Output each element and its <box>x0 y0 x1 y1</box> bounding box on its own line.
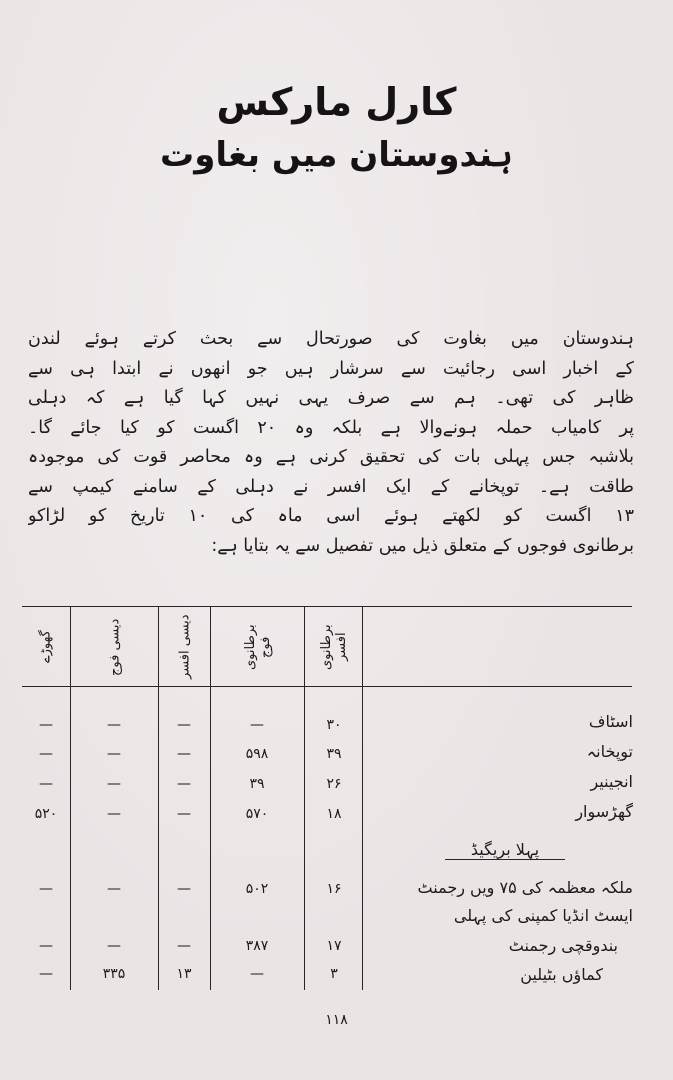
row-label: کماؤں بٹیلین <box>520 965 603 984</box>
table-cell: ۳۰ <box>326 717 342 733</box>
brigade-heading: پہلا بریگیڈ <box>445 840 565 860</box>
table-cell: ۵۹۸ <box>245 746 269 762</box>
table-cell: — <box>39 966 53 982</box>
column-header: دیسی افسر <box>177 614 193 680</box>
table-cell: — <box>107 717 121 733</box>
table-cell: — <box>39 717 53 733</box>
column-header: برطانوی فوج <box>243 624 273 670</box>
paragraph-line: پر کامیاب حملہ ہونےوالا ہے بلکہ وہ ۲۰ اگست کو کیا جائے گا۔ <box>28 417 634 438</box>
paragraph-line: برطانوی فوجوں کے متعلق ذیل میں تفصیل سے یہ بتایا ہے: <box>211 535 634 556</box>
table-cell: — <box>177 806 191 822</box>
table-cell: — <box>107 881 121 897</box>
table-cell: ۱۷ <box>326 938 342 954</box>
table-cell: — <box>107 938 121 954</box>
paragraph-line: کے اخبار اسی رجائیت سے سرشار ہیں جو انھوں نے ابتدا ہی سے <box>28 358 634 379</box>
row-label: ایسٹ انڈیا کمپنی کی پہلی <box>453 906 633 925</box>
table-cell: — <box>177 938 191 954</box>
row-label: اسٹاف <box>588 712 633 731</box>
column-divider <box>210 606 211 990</box>
column-header: برطانوی افسر <box>319 624 349 670</box>
table-cell: — <box>250 966 264 982</box>
page-number: ۱۱۸ <box>325 1012 348 1028</box>
column-divider <box>70 606 71 990</box>
table-cell: — <box>177 746 191 762</box>
page-title: کارل مارکس <box>216 80 457 124</box>
table-cell: — <box>39 746 53 762</box>
table-cell: ۲۶ <box>326 776 342 792</box>
row-label: بندوقچی رجمنٹ <box>508 936 618 955</box>
table-cell: — <box>177 881 191 897</box>
table-cell: ۵۷۰ <box>245 806 269 822</box>
table-cell: — <box>177 717 191 733</box>
row-label: ملکہ معظمہ کی ۷۵ ویں رجمنٹ <box>417 878 633 897</box>
table-cell: ۳۸۷ <box>245 938 269 954</box>
table-cell: ۵۲۰ <box>34 806 58 822</box>
table-cell: — <box>177 776 191 792</box>
table-cell: ۵۰۲ <box>245 881 269 897</box>
page-subtitle: ہندوستان میں بغاوت <box>160 135 513 175</box>
table-cell: ۳۹ <box>249 776 265 792</box>
column-divider <box>362 606 363 990</box>
table-cell: ۳۳۵ <box>102 966 126 982</box>
table-cell: ۳۹ <box>326 746 342 762</box>
table-cell: ۱۳ <box>176 966 192 982</box>
paragraph-line: طاقت ہے۔ توپخانے کے ایک افسر نے دہلی کے سامنے کیمپ سے <box>28 476 634 497</box>
table-cell: ۱۶ <box>326 881 342 897</box>
table-cell: — <box>39 938 53 954</box>
row-label: توپخانہ <box>586 742 633 761</box>
table-cell: — <box>107 806 121 822</box>
body-paragraph <box>28 325 634 561</box>
paragraph-line: ہندوستان میں بغاوت کی صورتحال سے بحث کرتے ہوئے لندن <box>28 329 634 349</box>
column-divider <box>158 606 159 990</box>
table-cell: — <box>39 881 53 897</box>
row-label: انجینیر <box>590 772 633 791</box>
paragraph-line: بلاشبہ جس پہلی بات کی تحقیق کرنی ہے وہ محاصر قوت کی موجودہ <box>28 447 634 467</box>
paragraph-line: ۱۳ اگست کو لکھتے ہوئے اسی ماہ کی ۱۰ تاریخ کو لڑاکو <box>28 506 634 526</box>
table-cell: — <box>39 776 53 792</box>
table-cell: — <box>107 746 121 762</box>
row-label: گھڑسوار <box>575 802 633 821</box>
table-cell: ۳ <box>330 966 338 982</box>
column-header: دیسی فوج <box>107 618 123 676</box>
column-header: گھوڑے <box>38 630 54 664</box>
table-cell: — <box>107 776 121 792</box>
table-top-rule <box>22 606 632 607</box>
table-cell: — <box>250 717 264 733</box>
column-divider <box>304 606 305 990</box>
paragraph-line: ظاہر کی تھی۔ ہم سے صرف یہی نہیں کہا گیا ہے کہ دہلی <box>28 388 634 408</box>
table-cell: ۱۸ <box>326 806 342 822</box>
table-header-rule <box>22 686 632 687</box>
